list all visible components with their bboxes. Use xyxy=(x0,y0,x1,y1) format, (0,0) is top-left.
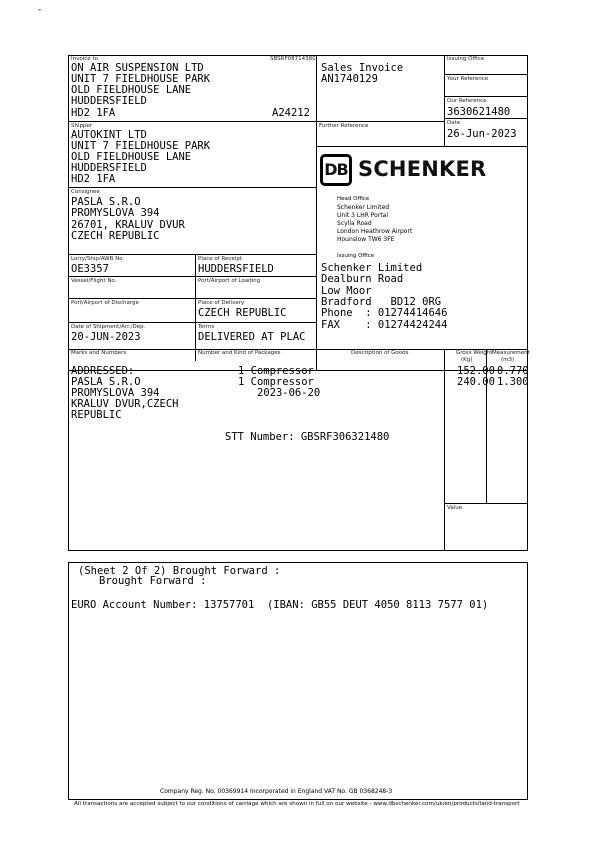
place-of-delivery-value: CZECH REPUBLIC xyxy=(198,307,287,319)
document-title: Sales Invoice xyxy=(321,62,404,74)
number-kind-label: Number and Kind of Packages xyxy=(198,350,281,356)
marks-label: Marks and Numbers xyxy=(71,350,127,356)
package-line: 1 Compressor xyxy=(238,365,314,377)
date-label: Date xyxy=(447,120,461,126)
shipper-label: Shipper xyxy=(71,123,93,129)
marks-line: REPUBLIC xyxy=(71,409,122,421)
package-line: 1 Compressor xyxy=(238,376,314,388)
gross-weight-value: 152.00 xyxy=(457,365,495,377)
gross-weight-label: Gross Weight xyxy=(456,350,493,356)
invoice-to-line: HD2 1FA xyxy=(71,107,116,119)
invoice-to-line: ON AIR SUSPENSION LTD xyxy=(71,62,204,74)
reference-top-label: SBSRF08714380 xyxy=(270,56,316,62)
shipper-line: UNIT 7 FIELDHOUSE PARK xyxy=(71,140,211,152)
issuing-office-line: Low Moor xyxy=(321,285,372,297)
consignee-line: 26701, KRALUV DVUR xyxy=(71,219,185,231)
invoice-to-line: UNIT 7 FIELDHOUSE PARK xyxy=(71,73,211,85)
measurement-label: Measurement xyxy=(492,350,530,356)
place-of-delivery-label: Place of Delivery xyxy=(198,300,245,306)
vessel-label: Vessel/Flight No. xyxy=(71,278,117,284)
invoice-to-code: A24212 xyxy=(272,107,310,119)
footer-company: Company Reg. No. 00369914 Incorporated in England VAT No. GB 0368248-3 xyxy=(160,788,393,795)
shipper-line: AUTOKINT LTD xyxy=(71,129,147,141)
head-office-line: London Heathrow Airport xyxy=(337,228,413,235)
shipper-line: OLD FIELDHOUSE LANE xyxy=(71,151,192,163)
issuing-office-line: FAX : 01274424244 xyxy=(321,319,448,331)
brand-name: SCHENKER xyxy=(358,157,487,181)
marks-line: KRALUV DVUR,CZECH xyxy=(71,398,179,410)
package-line: 2023-06-20 xyxy=(257,387,321,399)
consignee-line: PASLA S.R.O xyxy=(71,196,141,208)
marks-line: PASLA S.R.O xyxy=(71,376,141,388)
your-reference-label: Your Reference xyxy=(447,76,489,82)
invoice-to-line: OLD FIELDHOUSE LANE xyxy=(71,84,192,96)
marks-line: PROMYSLOVA 394 xyxy=(71,387,160,399)
head-office-label: Head Office xyxy=(337,196,370,202)
date-of-shipment-value: 20-JUN-2023 xyxy=(71,331,141,343)
description-label: Description of Goods xyxy=(351,350,409,356)
shipper-line: HD2 1FA xyxy=(71,173,116,185)
sheet-line: Brought Forward : xyxy=(99,575,207,587)
sheet-line: (Sheet 2 Of 2) Brought Forward : xyxy=(78,565,281,577)
sheet-frame xyxy=(68,562,528,800)
terms-value: DELIVERED AT PLAC xyxy=(198,331,306,343)
issuing-office-line: Bradford BD12 0RG xyxy=(321,296,442,308)
invoice-to-line: HUDDERSFIELD xyxy=(71,95,147,107)
euro-account: EURO Account Number: 13757701 (IBAN: GB55 DEUT 4050 8113 7577 01) xyxy=(71,599,489,611)
head-office-line: Scylla Road xyxy=(337,220,372,227)
head-office-line: Unit 3 LHR Portal xyxy=(337,212,389,219)
issuing-office-2-label: Issuing Office xyxy=(337,253,375,259)
date-value: 26-Jun-2023 xyxy=(447,128,517,140)
issuing-office-line: Dealburn Road xyxy=(321,273,404,285)
m3-label: (m3) xyxy=(501,357,515,363)
value-label: Value xyxy=(447,505,463,511)
consignee-line: PROMYSLOVA 394 xyxy=(71,207,160,219)
issuing-office-line: Phone : 01274414646 xyxy=(321,307,448,319)
measurement-value: 0.770 xyxy=(497,365,529,377)
further-reference-label: Further Reference xyxy=(319,123,369,129)
port-of-discharge-label: Port/Airport of Discharge xyxy=(71,300,139,306)
gross-weight-value: 240.00 xyxy=(457,376,495,388)
head-office-line: Hounslow TW6 3FE xyxy=(337,236,395,243)
kg-label: (Kg) xyxy=(461,357,473,363)
db-logo-icon: DB xyxy=(320,154,352,186)
terms-label: Terms xyxy=(198,324,215,330)
awb-value: OE3357 xyxy=(71,263,109,275)
awb-label: Lorry/Ship/AWB No. xyxy=(71,256,125,262)
footer-terms: All transactions are accepted subject to our conditions of carriage which are shown in full on our website - www.dbschenker.com/uk/en/products/land-transport xyxy=(74,801,520,807)
invoice-to-label: Invoice to xyxy=(71,56,98,62)
measurement-value: 1.300 xyxy=(497,376,529,388)
consignee-label: Consignee xyxy=(71,189,100,195)
consignee-line: CZECH REPUBLIC xyxy=(71,230,160,242)
shipper-line: HUDDERSFIELD xyxy=(71,162,147,174)
corner-mark: - xyxy=(38,5,42,15)
issuing-office-line: Schenker Limited xyxy=(321,262,423,274)
port-of-loading-label: Port/Airport of Loading xyxy=(198,278,261,284)
place-of-receipt-label: Place of Receipt xyxy=(198,256,242,262)
our-reference-value: 3630621480 xyxy=(447,106,511,118)
our-reference-label: Our Reference xyxy=(447,98,487,104)
marks-line: ADDRESSED: xyxy=(71,365,135,377)
head-office-line: Schenker Limited xyxy=(337,204,390,211)
invoice-number: AN1740129 xyxy=(321,73,378,85)
issuing-office-label: Issuing Office xyxy=(447,56,485,62)
stt-number: STT Number: GBSRF306321480 xyxy=(225,431,390,443)
place-of-receipt-value: HUDDERSFIELD xyxy=(198,263,274,275)
date-of-shipment-label: Date of Shipment/Arr./Dep. xyxy=(71,324,146,330)
